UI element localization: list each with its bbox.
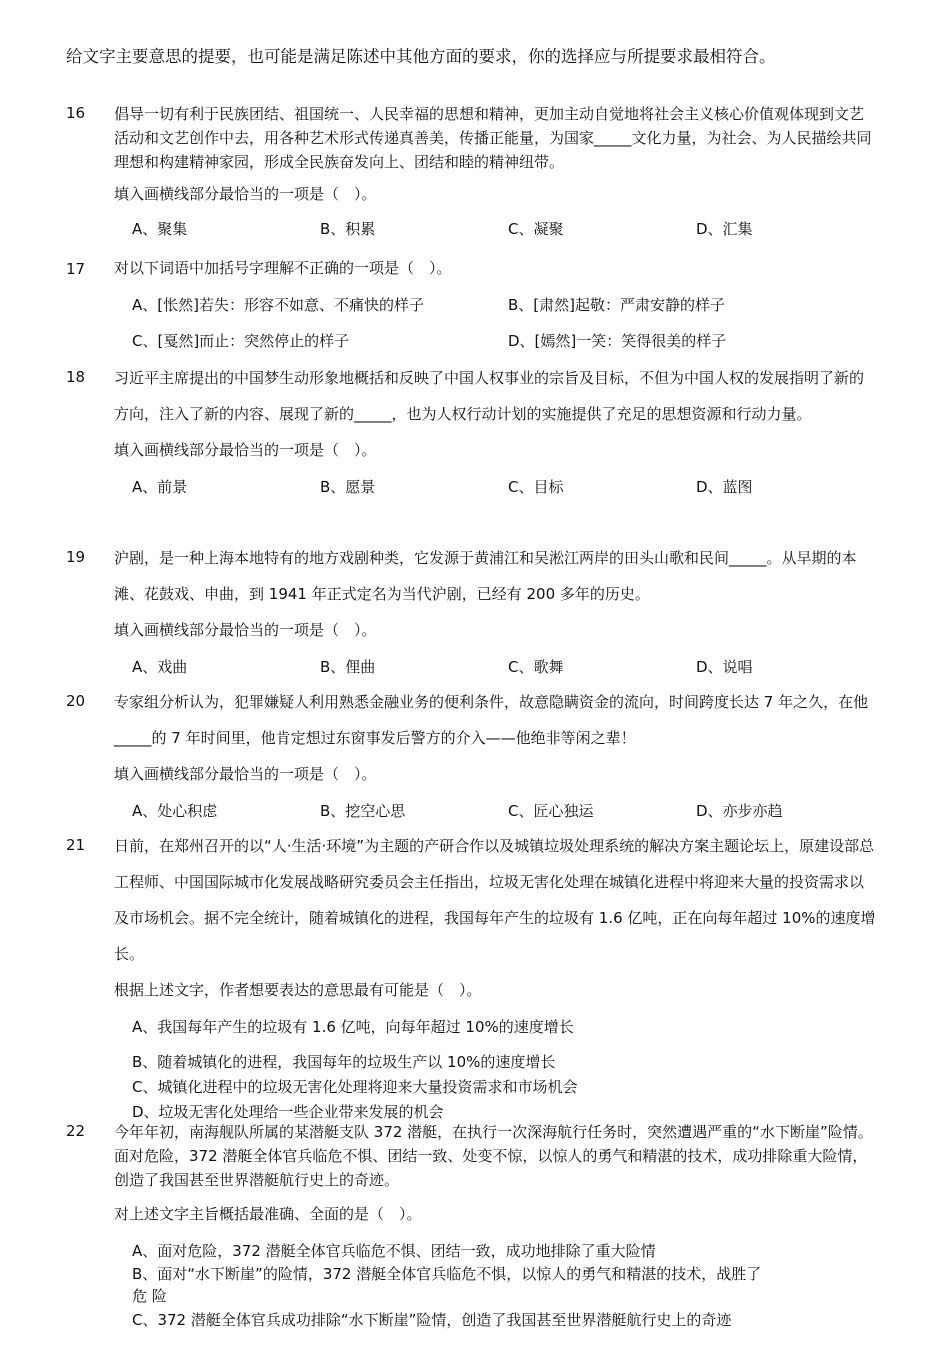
question-22 [66, 1120, 876, 1330]
question-21 [66, 828, 876, 1122]
option-c[interactable]: C、匠心独运 [508, 802, 594, 820]
question-prompt: 填入画横线部分最恰当的一项是（ ）。 [114, 185, 377, 203]
question-18 [66, 360, 876, 498]
option-d[interactable]: D、垃圾无害化处理给一些企业带来发展的机会 [132, 1103, 444, 1121]
option-a[interactable]: A、戏曲 [132, 658, 188, 676]
option-a[interactable]: A、面对危险，372 潜艇全体官兵临危不惧、团结一致，成功地排除了重大险情 [132, 1242, 656, 1260]
option-c[interactable]: C、凝聚 [508, 220, 564, 238]
question-stem: 对以下词语中加括号字理解不正确的一项是（ ）。 [114, 259, 452, 277]
option-b[interactable]: B、[肃然]起敬：严肃安静的样子 [508, 296, 725, 314]
option-d[interactable]: D、蓝图 [696, 478, 753, 496]
option-b[interactable]: B、俚曲 [320, 658, 376, 676]
option-c[interactable]: C、[戛然]而止：突然停止的样子 [132, 332, 350, 350]
question-number: 18 [66, 368, 86, 386]
question-number: 19 [66, 548, 86, 566]
question-stem: 习近平主席提出的中国梦生动形象地概括和反映了中国人权事业的宗旨及目标，不但为中国人权的发展指明了新的方向，注入了新的内容、展现了新的_____，也为人权行动计划的实施提供了充足的思想资源和行动力量。 [114, 369, 865, 423]
option-b[interactable]: B、面对“水下断崖”的险情，372 潜艇全体官兵临危不惧，以惊人的勇气和精湛的技术，战胜了 [132, 1265, 762, 1283]
option-d[interactable]: D、汇集 [696, 220, 753, 238]
question-16 [66, 102, 876, 240]
option-d[interactable]: D、亦步亦趋 [696, 802, 783, 820]
question-stem: 日前，在郑州召开的以“人·生活·环境”为主题的产研合作以及城镇垃圾处理系统的解决方案主题论坛上，原建设部总工程师、中国国际城市化发展战略研究委员会主任指出，垃圾无害化处理在城镇化进程中将迎来大量的投资需求以及市场机会。据不完全统计，随着城镇化的进程，我国每年产生的垃圾有 1.6 亿吨，正在向每年超过 10%的速度增长。 [114, 837, 876, 963]
question-prompt: 填入画横线部分最恰当的一项是（ ）。 [114, 441, 377, 459]
question-20 [66, 684, 876, 822]
question-stem: 专家组分析认为，犯罪嫌疑人利用熟悉金融业务的便利条件，故意隐瞒资金的流向，时间跨度长达 7 年之久，在他_____的 7 年时间里，他肯定想过东窗事发后警方的介入——他绝非等闲之辈！ [114, 693, 869, 747]
question-number: 20 [66, 692, 86, 710]
option-c[interactable]: C、歌舞 [508, 658, 564, 676]
option-d[interactable]: D、[嫣然]一笑：笑得很美的样子 [508, 332, 727, 350]
question-number: 16 [66, 104, 86, 122]
question-prompt: 对上述文字主旨概括最准确、全面的是（ ）。 [114, 1205, 422, 1223]
option-a[interactable]: A、[怅然]若失：形容不如意、不痛快的样子 [132, 296, 424, 314]
option-c[interactable]: C、372 潜艇全体官兵成功排除“水下断崖”险情，创造了我国甚至世界潜艇航行史上的奇迹 [132, 1311, 732, 1329]
option-a[interactable]: A、聚集 [132, 220, 188, 238]
question-17 [66, 258, 876, 352]
option-d[interactable]: D、说唱 [696, 658, 753, 676]
question-stem: 沪剧，是一种上海本地特有的地方戏剧种类，它发源于黄浦江和吴淞江两岸的田头山歌和民间_____。从早期的本滩、花鼓戏、申曲，到 1941 年正式定名为当代沪剧，已经有 200 多年的历史。 [114, 549, 857, 603]
intro-text: 给文字主要意思的提要，也可能是满足陈述中其他方面的要求，你的选择应与所提要求最相符合。 [66, 47, 776, 66]
question-prompt: 根据上述文字，作者想要表达的意思最有可能是（ ）。 [114, 981, 482, 999]
option-b[interactable]: B、愿景 [320, 478, 376, 496]
option-b[interactable]: B、挖空心思 [320, 802, 406, 820]
option-a[interactable]: A、我国每年产生的垃圾有 1.6 亿吨，向每年超过 10%的速度增长 [132, 1018, 574, 1036]
question-19 [66, 540, 876, 678]
option-a[interactable]: A、处心积虑 [132, 802, 218, 820]
option-b[interactable]: B、随着城镇化的进程，我国每年的垃圾生产以 10%的速度增长 [132, 1053, 556, 1071]
question-prompt: 填入画横线部分最恰当的一项是（ ）。 [114, 765, 377, 783]
question-stem: 倡导一切有利于民族团结、祖国统一、人民幸福的思想和精神，更加主动自觉地将社会主义核心价值观体现到文艺活动和文艺创作中去，用各种艺术形式传递真善美，传播正能量，为国家_____文化力量，为社会、为人民描绘共同理想和构建精神家园，形成全民族奋发向上、团结和睦的精神纽带。 [114, 105, 872, 171]
question-prompt: 填入画横线部分最恰当的一项是（ ）。 [114, 621, 377, 639]
option-a[interactable]: A、前景 [132, 478, 188, 496]
option-b-continued: 危 险 [132, 1287, 167, 1305]
question-stem: 今年年初，南海舰队所属的某潜艇支队 372 潜艇，在执行一次深海航行任务时，突然遭遇严重的“水下断崖”险情。面对危险，372 潜艇全体官兵临危不惧、团结一致、处变不惊，以惊人的勇气和精湛的技术，成功排除重大险情，创造了我国甚至世界潜艇航行史上的奇迹。 [114, 1123, 873, 1189]
option-c[interactable]: C、目标 [508, 478, 564, 496]
question-number: 21 [66, 836, 86, 854]
option-c[interactable]: C、城镇化进程中的垃圾无害化处理将迎来大量投资需求和市场机会 [132, 1078, 578, 1096]
question-number: 22 [66, 1122, 86, 1140]
question-number: 17 [66, 260, 86, 278]
option-b[interactable]: B、积累 [320, 220, 376, 238]
